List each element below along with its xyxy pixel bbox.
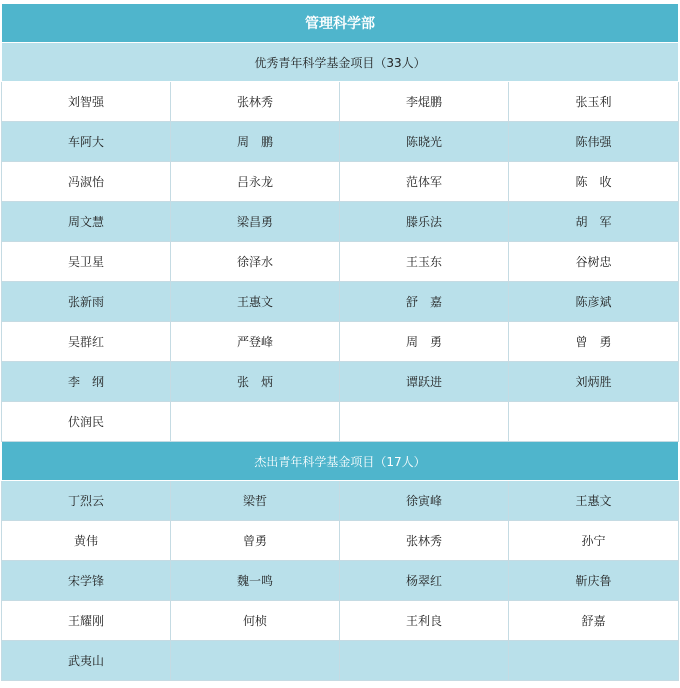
name-cell: 武夷山 <box>2 641 171 681</box>
name-cell <box>509 402 679 442</box>
name-cell: 李焜鹏 <box>340 82 509 122</box>
name-cell: 杨翠红 <box>340 561 509 601</box>
name-cell: 魏一鸣 <box>171 561 340 601</box>
name-cell: 徐泽水 <box>171 242 340 282</box>
table-row <box>2 521 679 561</box>
name-cell: 严登峰 <box>171 322 340 362</box>
name-cell: 刘智强 <box>2 82 171 122</box>
name-cell <box>171 402 340 442</box>
name-cell: 周 鹏 <box>171 122 340 162</box>
table-row <box>2 402 679 442</box>
table-row <box>2 601 679 641</box>
name-cell: 王玉东 <box>340 242 509 282</box>
name-cell: 陈彦斌 <box>509 282 679 322</box>
section-header-row <box>2 442 679 481</box>
name-cell: 曾勇 <box>171 521 340 561</box>
name-cell: 宋学锋 <box>2 561 171 601</box>
table-row <box>2 481 679 521</box>
name-cell: 王惠文 <box>509 481 679 521</box>
name-cell: 梁昌勇 <box>171 202 340 242</box>
section-title: 杰出青年科学基金项目（17人） <box>2 442 679 481</box>
name-cell: 冯淑怡 <box>2 162 171 202</box>
name-cell: 曾 勇 <box>509 322 679 362</box>
name-cell: 陈晓光 <box>340 122 509 162</box>
table-row <box>2 82 679 122</box>
name-cell: 王利良 <box>340 601 509 641</box>
name-cell: 靳庆鲁 <box>509 561 679 601</box>
name-cell: 范体军 <box>340 162 509 202</box>
table-row <box>2 202 679 242</box>
name-cell: 张玉利 <box>509 82 679 122</box>
table-row <box>2 362 679 402</box>
name-cell: 吕永龙 <box>171 162 340 202</box>
name-cell: 何桢 <box>171 601 340 641</box>
name-cell: 王惠文 <box>171 282 340 322</box>
table-row <box>2 561 679 601</box>
name-cell: 舒 嘉 <box>340 282 509 322</box>
name-cell: 张林秀 <box>340 521 509 561</box>
name-cell <box>171 641 340 681</box>
roster-table <box>1 3 679 681</box>
name-cell: 刘炳胜 <box>509 362 679 402</box>
name-cell: 张新雨 <box>2 282 171 322</box>
section-header-row <box>2 43 679 82</box>
name-cell: 孙宁 <box>509 521 679 561</box>
name-cell: 舒嘉 <box>509 601 679 641</box>
name-cell: 陈 收 <box>509 162 679 202</box>
name-cell <box>340 641 509 681</box>
name-cell: 谷树忠 <box>509 242 679 282</box>
name-cell: 徐寅峰 <box>340 481 509 521</box>
name-cell <box>340 402 509 442</box>
name-cell <box>509 641 679 681</box>
name-cell: 伏润民 <box>2 402 171 442</box>
name-cell: 滕乐法 <box>340 202 509 242</box>
name-cell: 王耀刚 <box>2 601 171 641</box>
name-cell: 车阿大 <box>2 122 171 162</box>
name-cell: 丁烈云 <box>2 481 171 521</box>
table-row <box>2 162 679 202</box>
name-cell: 周文慧 <box>2 202 171 242</box>
name-cell: 胡 军 <box>509 202 679 242</box>
table-row <box>2 282 679 322</box>
name-cell: 李 纲 <box>2 362 171 402</box>
department-header-row <box>2 4 679 43</box>
name-cell: 张林秀 <box>171 82 340 122</box>
name-cell: 谭跃进 <box>340 362 509 402</box>
name-cell: 吴卫星 <box>2 242 171 282</box>
name-cell: 吴群红 <box>2 322 171 362</box>
name-cell: 陈伟强 <box>509 122 679 162</box>
name-cell: 梁哲 <box>171 481 340 521</box>
department-title: 管理科学部 <box>2 4 679 43</box>
name-cell: 黄伟 <box>2 521 171 561</box>
table-row <box>2 641 679 681</box>
name-cell: 张 炳 <box>171 362 340 402</box>
section-title: 优秀青年科学基金项目（33人） <box>2 43 679 82</box>
table-row <box>2 242 679 282</box>
table-row <box>2 122 679 162</box>
table-row <box>2 322 679 362</box>
name-cell: 周 勇 <box>340 322 509 362</box>
